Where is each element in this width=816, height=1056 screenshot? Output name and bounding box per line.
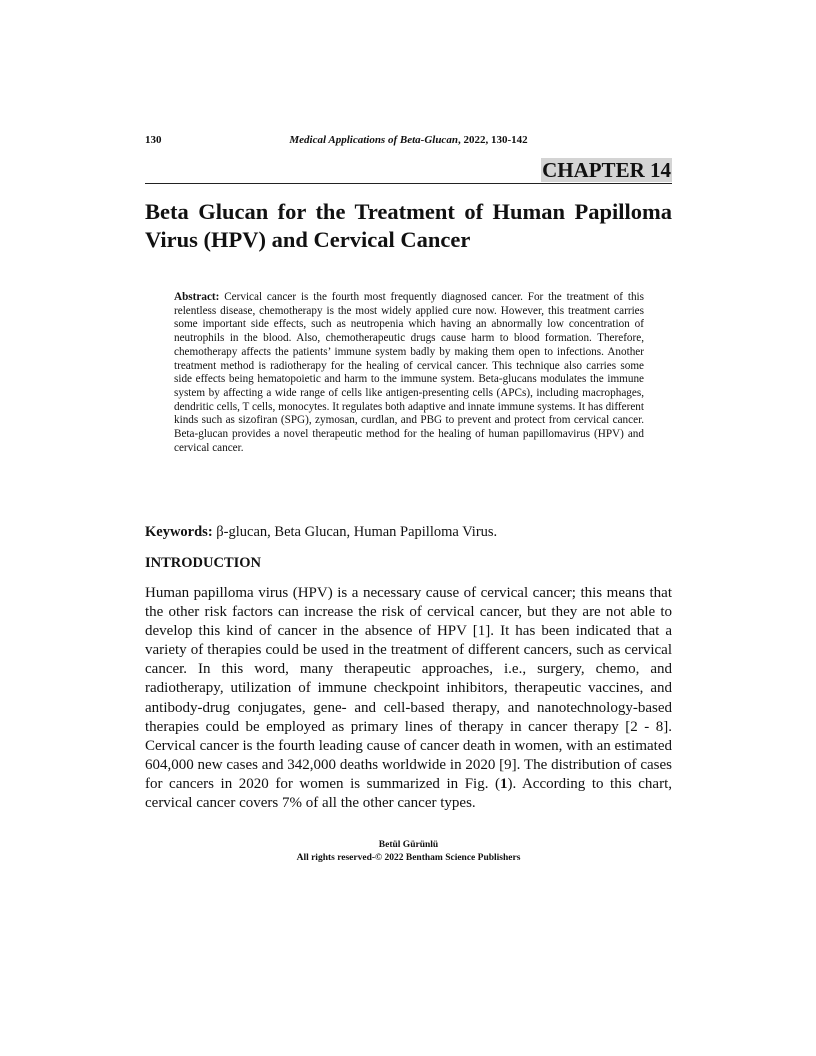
section-heading-introduction: INTRODUCTION [145, 555, 262, 571]
book-title: Medical Applications of Beta-Glucan [289, 134, 458, 146]
page-number: 130 [145, 134, 162, 146]
keywords-label: Keywords: [145, 524, 213, 540]
page-footer [145, 839, 672, 865]
keywords-text: β-glucan, Beta Glucan, Human Papilloma Virus. [212, 524, 498, 540]
figure-reference: 1 [500, 775, 508, 792]
introduction-text: Human papilloma virus (HPV) is a necessary cause of cervical cancer; this means that the other risk factors can increase the risk of cervical cancer, but they are not able to develop this kind of cancer in the absence of HPV [1]. It has been indicated that a variety of therapies could be used in the treatment of different cancers, such as cervical cancer. In this word, many therapeutic approaches, i.e., surgery, chemo, and radiotherapy, utilization of immune checkpoint inhibitors, therapeutic vaccines, and antibody-drug conjugates, gene- and cell-based therapy, and nanotechnology-based therapies could be employed as primary lines of therapy in cancer therapy [2 - 8]. Cervical cancer is the fourth leading cause of cancer death in women, with an estimated 604,000 new cases and 342,000 deaths worldwide in 2020 [9]. The distribution of cases for cancers in 2020 for women is summarized in Fig. ( [145, 585, 672, 792]
citation-info: , 2022, 130-142 [457, 134, 528, 146]
chapter-banner [145, 158, 672, 184]
running-head [145, 134, 672, 146]
author-name: Betül Gürünlü [378, 840, 439, 850]
running-header [145, 134, 672, 150]
article-title: Beta Glucan for the Treatment of Human Papilloma Virus (HPV) and Cervical Cancer [145, 199, 672, 252]
abstract-text: Cervical cancer is the fourth most frequently diagnosed cancer. For the treatment of this relentless disease, chemotherapy is the most widely applied cure now. However, this treatment carries some important side effects, such as neutropenia which having an abnormally low concentration of neutrophils in the blood. Also, chemotherapeutic drugs cause harm to blood formation. Therefore, chemotherapy affects the patients’ immune system badly by making them open to infections. Another treatment method is radiotherapy for the healing of cervical cancer. This technique also carries some side effects being hematopoietic and harm to the immune system. Beta-glucans modulates the immune system by affecting a wide range of cells like antigen-presenting cells (APCs), including macrophages, dendritic cells, T cells, monocytes. It regulates both adaptive and innate immune systems. It has different kinds such as sizofiran (SPG), zymosan, curdlan, and PBG to prevent and protect from cervical cancer. Beta-glucan provides a novel therapeutic method for the healing of human papillomavirus (HPV) and cervical cancer. [174, 291, 644, 454]
introduction-paragraph [145, 584, 672, 813]
introduction-text-end: ). According to this chart, cervical cancer covers 7% of all the other cancer types. [145, 775, 672, 812]
abstract-label: Abstract: [174, 291, 220, 303]
copyright-notice: All rights reserved-© 2022 Bentham Science Publishers [296, 853, 521, 863]
keywords [145, 522, 672, 542]
chapter-label: CHAPTER 14 [542, 158, 671, 182]
abstract [174, 291, 644, 455]
